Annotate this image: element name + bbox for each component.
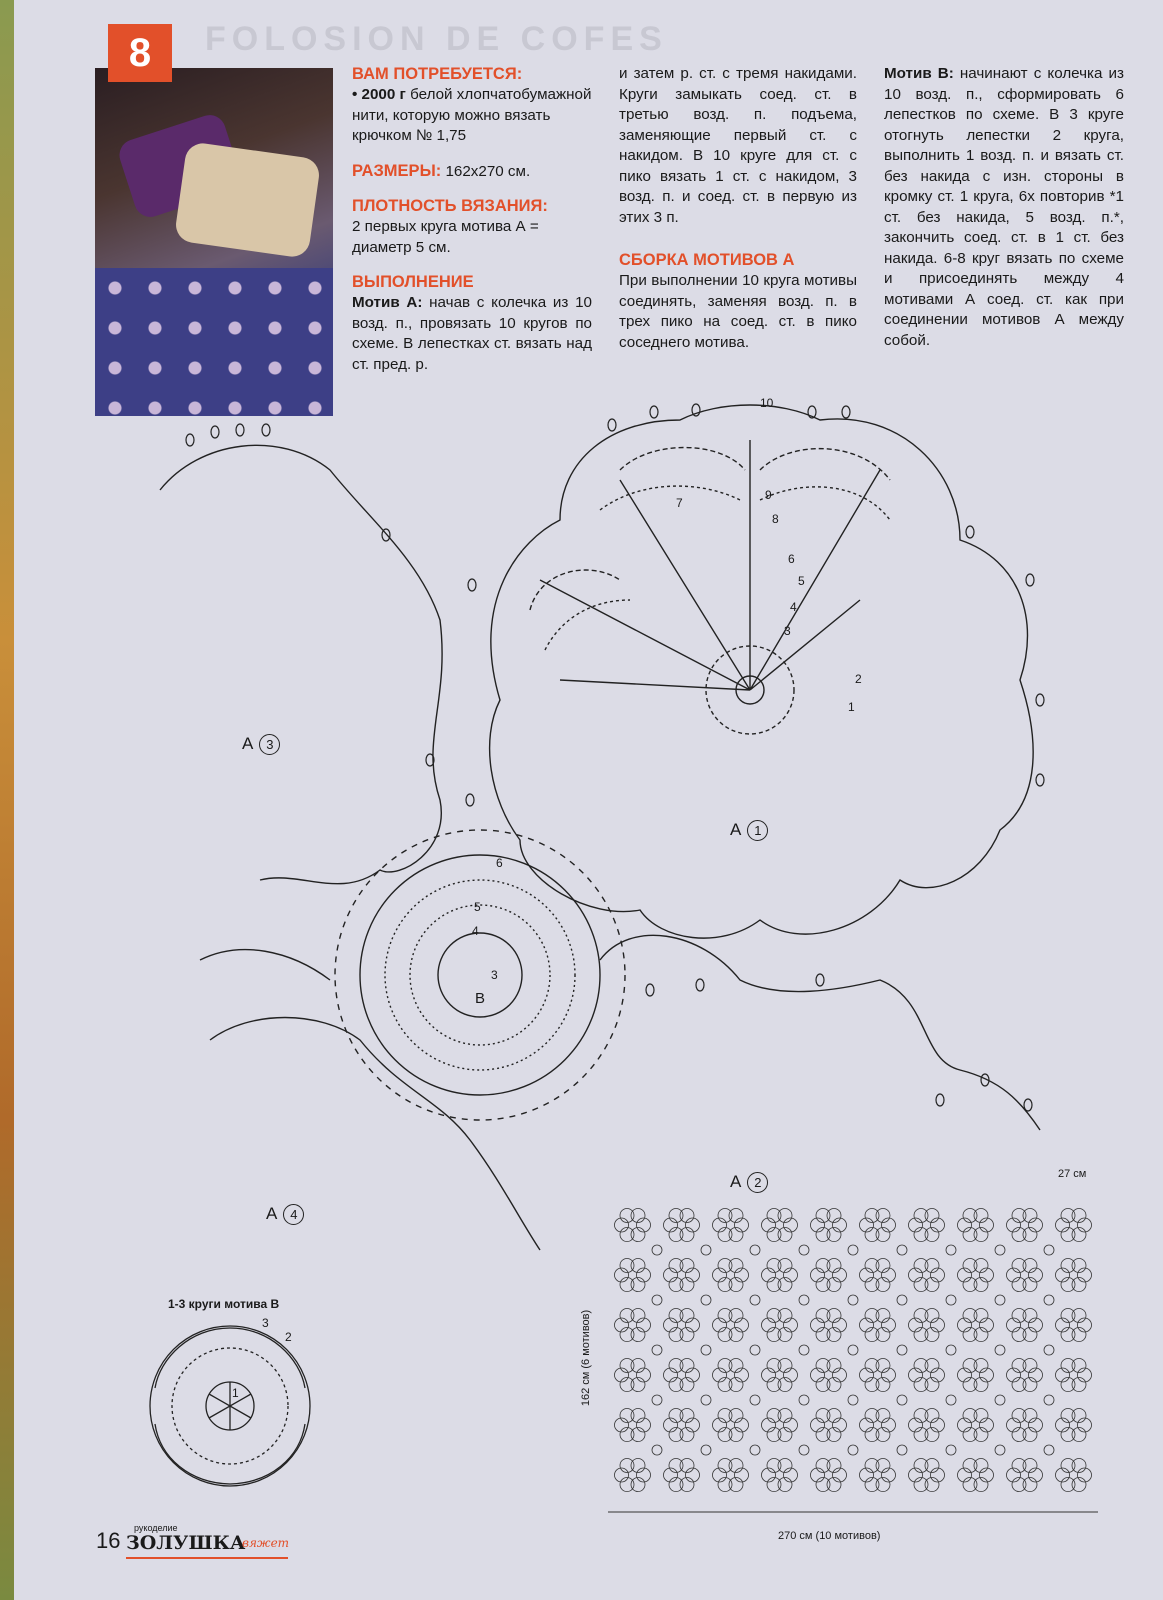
plan-motif-a (713, 1258, 749, 1291)
plan-motif-a (713, 1208, 749, 1241)
row-number-5: 5 (798, 574, 805, 588)
plan-motif-b (652, 1245, 662, 1255)
gauge-text: 2 первых круга мотива А = диаметр 5 см. (352, 218, 539, 256)
execution-heading: ВЫПОЛНЕНИЕ (352, 273, 474, 291)
plan-motif-b (701, 1395, 711, 1405)
plan-motif-a (1007, 1308, 1043, 1341)
plan-motif-b (946, 1395, 956, 1405)
plan-motif-a (909, 1308, 945, 1341)
row-number-10: 10 (760, 396, 774, 410)
row-number-b-6: 6 (496, 856, 503, 870)
plan-motif-a (811, 1458, 847, 1491)
plan-motif-a (664, 1208, 700, 1241)
gauge-heading: ПЛОТНОСТЬ ВЯЗАНИЯ: (352, 197, 548, 215)
motif-a3-outline (160, 445, 442, 883)
row-number-8: 8 (772, 512, 779, 526)
plan-motif-b (848, 1395, 858, 1405)
label-motif-b: В (475, 990, 486, 1007)
plan-motif-b (652, 1395, 662, 1405)
motif-a4-outline (200, 950, 540, 1250)
row-number-1: 1 (848, 700, 855, 714)
plan-motif-b (652, 1295, 662, 1305)
plan-motif-b (1044, 1395, 1054, 1405)
motif-b-chart (335, 830, 625, 1120)
materials-description: белой хлопчатобумажной нити, которую можно вязать крючком № 1,75 (352, 86, 592, 144)
plan-motif-b (701, 1345, 711, 1355)
plan-motif-a (909, 1458, 945, 1491)
plan-motif-b (995, 1395, 1005, 1405)
plan-motif-a (664, 1408, 700, 1441)
plan-motif-b (995, 1245, 1005, 1255)
width-label: 270 см (10 мотивов) (778, 1530, 881, 1542)
plan-motif-a (811, 1408, 847, 1441)
plan-motif-a (664, 1458, 700, 1491)
plan-motif-b (995, 1295, 1005, 1305)
plan-motif-b (652, 1445, 662, 1455)
plan-motif-a (909, 1208, 945, 1241)
plan-motif-b (995, 1445, 1005, 1455)
plan-motif-b (750, 1345, 760, 1355)
plan-motif-a (1056, 1358, 1092, 1391)
plan-motif-b (897, 1445, 907, 1455)
plan-motif-a (958, 1458, 994, 1491)
label-motif-a2 (730, 1172, 768, 1193)
plan-motif-a (713, 1458, 749, 1491)
motif-b-label: Мотив В: (884, 65, 954, 82)
plan-motif-a (713, 1358, 749, 1391)
label-letter: А (730, 820, 742, 839)
plan-motif-a (958, 1208, 994, 1241)
plan-motif-a (1056, 1308, 1092, 1341)
motif-a-text: начав с колечка из 10 возд. п., провязать 10 кругов по схеме. В лепестках ст. вязать над ст. пред. р. (352, 294, 593, 373)
brand-logo: ЗОЛУШКА (126, 1532, 246, 1554)
picot-loops (186, 404, 1044, 1111)
plan-motif-a (958, 1258, 994, 1291)
mini-motif-b-chart (140, 1318, 320, 1498)
motif-a-continuation: и затем р. ст. с тремя накидами. Круги замыкать соед. ст. в третью возд. п. подъема, заменяющие первый ст. с накидом. В 10 круге для ст. с пико вязать 1 ст. с накидом, 3 возд. п. и соед. ст. в первую из этих 3 п. (619, 65, 857, 226)
plan-motif-a (1056, 1258, 1092, 1291)
row-number-b-3: 3 (491, 968, 498, 982)
plan-motif-b (652, 1345, 662, 1355)
plan-motif-a (860, 1308, 896, 1341)
height-label: 162 см (6 мотивов) (580, 1309, 593, 1407)
plan-motif-a (762, 1258, 798, 1291)
plan-motif-a (713, 1408, 749, 1441)
label-circled-number: 2 (747, 1172, 768, 1193)
bedspread-layout-plan (600, 1192, 1110, 1522)
plan-motif-a (958, 1308, 994, 1341)
plan-motif-a (762, 1308, 798, 1341)
label-letter: А (730, 1172, 742, 1191)
row-number-4: 4 (790, 600, 797, 614)
plan-motif-a (860, 1208, 896, 1241)
row-number-2: 2 (855, 672, 862, 686)
plan-motif-b (799, 1445, 809, 1455)
plan-motif-b (750, 1245, 760, 1255)
plan-motif-a (762, 1358, 798, 1391)
plan-motif-a (811, 1308, 847, 1341)
plan-motif-b (1044, 1245, 1054, 1255)
plan-motif-a (615, 1408, 651, 1441)
plan-motif-b (897, 1245, 907, 1255)
plan-motif-b (946, 1445, 956, 1455)
row-number-3: 3 (784, 624, 791, 638)
brand-script: вяжет (242, 1536, 290, 1550)
mini-number-2: 2 (285, 1330, 292, 1344)
plan-motif-a (1007, 1458, 1043, 1491)
plan-motif-b (799, 1345, 809, 1355)
plan-motif-a (1007, 1358, 1043, 1391)
materials-heading: ВАМ ПОТРЕБУЕТСЯ: (352, 65, 523, 83)
row-number-b-5: 5 (474, 900, 481, 914)
plan-motif-b (897, 1295, 907, 1305)
project-number-badge: 8 (108, 24, 172, 82)
assembly-heading: СБОРКА МОТИВОВ А (619, 251, 795, 269)
plan-motif-b (750, 1445, 760, 1455)
plan-motif-a (1056, 1408, 1092, 1441)
plan-motif-a (909, 1408, 945, 1441)
label-motif-a3 (242, 734, 280, 755)
plan-motif-a (811, 1208, 847, 1241)
row-number-6: 6 (788, 552, 795, 566)
plan-motif-b (946, 1245, 956, 1255)
plan-motif-a (1056, 1458, 1092, 1491)
decorative-heading: FOLOSION DE COFES (205, 20, 668, 58)
plan-motif-a (811, 1358, 847, 1391)
plan-motif-a (762, 1208, 798, 1241)
plan-motif-a (762, 1408, 798, 1441)
assembly-text: При выполнении 10 круга мотивы соединять, заменяя возд. п. в трех пико на соед. ст. в пико соседнего мотива. (619, 272, 857, 351)
plan-motif-a (958, 1408, 994, 1441)
plan-motif-a (762, 1458, 798, 1491)
plan-motif-a (860, 1408, 896, 1441)
plan-motif-b (1044, 1295, 1054, 1305)
row-number-7: 7 (676, 496, 683, 510)
plan-motif-a (1007, 1258, 1043, 1291)
plan-motif-b (701, 1295, 711, 1305)
plan-motif-a (909, 1358, 945, 1391)
plan-motif-a (811, 1258, 847, 1291)
plan-motif-b (750, 1295, 760, 1305)
plan-motif-a (860, 1458, 896, 1491)
plan-motif-b (946, 1345, 956, 1355)
plan-motif-a (615, 1358, 651, 1391)
plan-motif-b (897, 1345, 907, 1355)
plan-motif-b (946, 1295, 956, 1305)
label-motif-a4 (266, 1204, 304, 1225)
motif-a2-outline (600, 935, 1040, 1130)
plan-motif-b (750, 1395, 760, 1405)
plan-motif-b (848, 1245, 858, 1255)
label-circled-number: 1 (747, 820, 768, 841)
motif-b-text: начинают с колечка из 10 возд. п., сформировать 6 лепестков по схеме. В 3 круге отогнуть лепестки 2 круга, выполнить 1 возд. п. и вязать ст. без накида с изн. стороны в кромку ст. 1 круга, 6х повторив *1 ст. без накида, 5 возд. п.*, закончить соед. ст. в 1 ст. без накида. 6-8 круг вязать по схеме и присоединять между 4 мотивами А соед. ст. как при соединении мотивов А между собой. (884, 65, 1124, 349)
plan-motif-b (701, 1245, 711, 1255)
label-letter: А (266, 1204, 278, 1223)
mini-number-1: 1 (232, 1386, 239, 1400)
plan-motif-a (664, 1258, 700, 1291)
motif-a-label: Мотив А: (352, 294, 423, 311)
page-number: 16 (96, 1528, 121, 1553)
plan-motif-a (615, 1308, 651, 1341)
plan-motif-b (848, 1445, 858, 1455)
plan-motif-b (799, 1245, 809, 1255)
plan-motif-a (1007, 1408, 1043, 1441)
plan-motif-b (799, 1295, 809, 1305)
plan-motif-a (615, 1208, 651, 1241)
sizes-value: 162х270 см. (441, 162, 531, 180)
plan-motif-b (1044, 1445, 1054, 1455)
plan-motif-b (995, 1345, 1005, 1355)
sizes-heading: РАЗМЕРЫ: (352, 161, 442, 180)
plan-motif-b (848, 1295, 858, 1305)
motif-size-label: 27 см (1058, 1168, 1087, 1180)
plan-motif-a (615, 1258, 651, 1291)
plan-motif-b (848, 1345, 858, 1355)
row-number-9: 9 (765, 488, 772, 502)
label-motif-a1 (730, 820, 768, 841)
label-circled-number: 4 (283, 1204, 304, 1225)
mini-number-3: 3 (262, 1316, 269, 1330)
plan-motif-b (897, 1395, 907, 1405)
brand-small: рукоделие (134, 1523, 178, 1533)
plan-motif-a (909, 1258, 945, 1291)
label-letter: А (242, 734, 254, 753)
plan-motif-a (860, 1258, 896, 1291)
plan-motif-a (713, 1308, 749, 1341)
footer-rule (126, 1557, 288, 1559)
plan-motif-a (615, 1458, 651, 1491)
motif-a1-outline (490, 405, 1034, 938)
materials-amount: • 2000 г (352, 86, 406, 103)
plan-motif-a (958, 1358, 994, 1391)
plan-motif-a (664, 1358, 700, 1391)
mini-diagram-title: 1-3 круги мотива В (168, 1297, 280, 1311)
plan-motif-a (1056, 1208, 1092, 1241)
row-number-b-4: 4 (472, 924, 479, 938)
plan-motif-a (664, 1308, 700, 1341)
plan-motif-b (701, 1445, 711, 1455)
plan-motif-a (1007, 1208, 1043, 1241)
plan-motif-a (860, 1358, 896, 1391)
plan-motif-b (799, 1395, 809, 1405)
plan-motif-b (1044, 1345, 1054, 1355)
label-circled-number: 3 (259, 734, 280, 755)
